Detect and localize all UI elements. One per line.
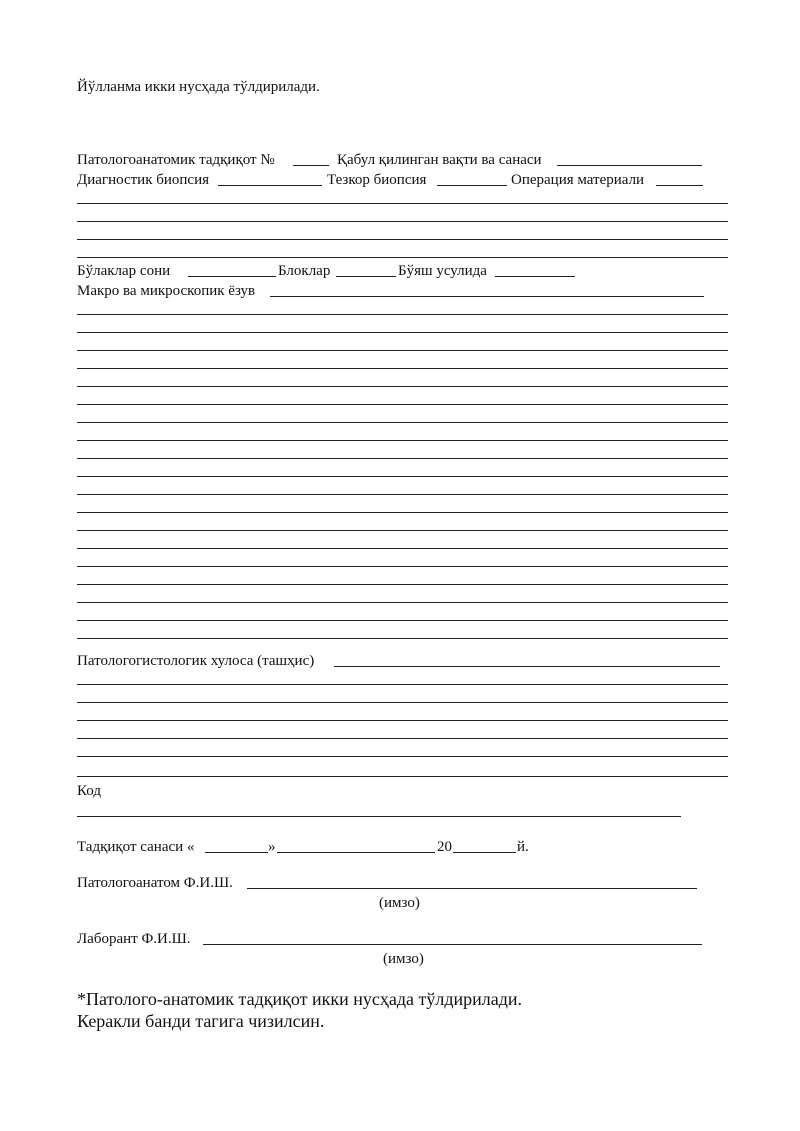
writing-line[interactable] [77,530,728,531]
writing-line[interactable] [77,314,728,315]
year-suffix: й. [517,839,529,855]
writing-line[interactable] [77,221,728,222]
footer-note-1: *Патолого-анатомик тадқиқот икки нусҳада тўлдирилади. [77,989,523,1009]
writing-line[interactable] [77,756,728,757]
code-label: Код [77,783,101,799]
diagnostic-biopsy-label: Диагностик биопсия [77,172,210,188]
writing-line[interactable] [77,512,728,513]
research-date-year-field[interactable] [453,852,516,853]
lab-assistant-signature-hint: (имзо) [383,951,424,967]
research-date-day-field[interactable] [205,852,268,853]
conclusion-label: Патологогистологик хулоса (ташҳис) [77,653,315,669]
blocks-label: Блоклар [278,263,331,279]
year-prefix: 20 [437,839,452,855]
writing-line[interactable] [77,566,728,567]
writing-line[interactable] [77,386,728,387]
research-number-field[interactable] [293,165,329,166]
date-close-quote: » [268,839,276,855]
writing-line[interactable] [77,476,728,477]
received-date-field[interactable] [557,165,702,166]
stain-method-field[interactable] [495,276,575,277]
operation-material-field[interactable] [656,185,703,186]
writing-line[interactable] [77,239,728,240]
footer-note-2: Керакли банди тагига чизилсин. [77,1011,325,1031]
operation-material-label: Операция материали [511,172,645,188]
pieces-count-field[interactable] [188,276,276,277]
code-field[interactable] [77,816,681,817]
conclusion-field[interactable] [334,666,720,667]
express-biopsy-field[interactable] [437,185,507,186]
research-date-month-field[interactable] [277,852,435,853]
lab-assistant-name-field[interactable] [203,944,702,945]
header-note: Йўлланма икки нусҳада тўлдирилади. [77,79,320,95]
writing-line[interactable] [77,332,728,333]
writing-line[interactable] [77,440,728,441]
writing-line[interactable] [77,257,728,258]
macro-micro-label: Макро ва микроскопик ёзув [77,283,256,299]
writing-line[interactable] [77,702,728,703]
writing-line[interactable] [77,203,728,204]
writing-line[interactable] [77,584,728,585]
pieces-count-label: Бўлаклар сони [77,263,171,279]
writing-line[interactable] [77,350,728,351]
pathologist-signature-hint: (имзо) [379,895,420,911]
writing-line[interactable] [77,458,728,459]
writing-line[interactable] [77,404,728,405]
lab-assistant-label: Лаборант Ф.И.Ш. [77,931,191,947]
macro-micro-field[interactable] [270,296,704,297]
writing-line[interactable] [77,602,728,603]
express-biopsy-label: Тезкор биопсия [327,172,427,188]
writing-line[interactable] [77,738,728,739]
research-date-label: Тадқиқот санаси « [77,839,195,855]
pathologist-label: Патологоанатом Ф.И.Ш. [77,875,233,891]
writing-line[interactable] [77,620,728,621]
received-date-label: Қабул қилинган вақти ва санаси [337,152,542,168]
writing-line[interactable] [77,638,728,639]
blocks-field[interactable] [336,276,396,277]
diagnostic-biopsy-field[interactable] [218,185,322,186]
pathologist-name-field[interactable] [247,888,697,889]
writing-line[interactable] [77,720,728,721]
writing-line[interactable] [77,422,728,423]
writing-line[interactable] [77,368,728,369]
writing-line[interactable] [77,776,728,777]
writing-line[interactable] [77,684,728,685]
research-number-label: Патологоанатомик тадқиқот № [77,152,275,168]
stain-method-label: Бўяш усулида [398,263,487,279]
writing-line[interactable] [77,494,728,495]
writing-line[interactable] [77,548,728,549]
